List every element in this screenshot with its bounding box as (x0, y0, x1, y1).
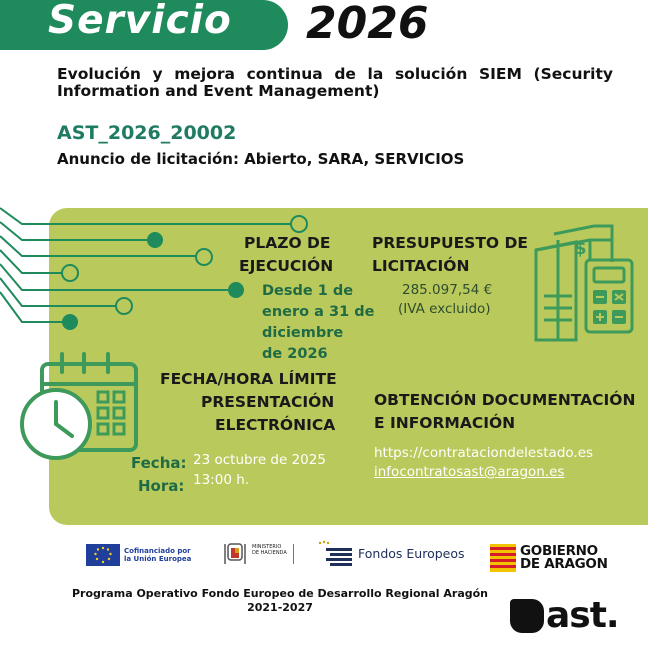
anuncio-text: Anuncio de licitación: Abierto, SARA, SERVICIOS (57, 150, 465, 168)
service-label: Servicio (48, 0, 232, 43)
gobierno-text-1: GOBIERNO (520, 543, 598, 559)
ministerio-logo (222, 540, 294, 568)
hora-label: Hora: (138, 477, 185, 495)
coat-of-arms-icon (222, 540, 248, 568)
ast-logo-mark (510, 599, 544, 633)
fecha-limite-title-2: PRESENTACIÓN (201, 393, 335, 411)
plazo-line-4: de 2026 (262, 346, 328, 362)
aragon-flag-icon (490, 544, 516, 572)
gobierno-text-2: DE ARAGON (520, 556, 608, 572)
eu-logo (86, 544, 191, 566)
documentacion-title-2: E INFORMACIÓN (374, 414, 516, 432)
presupuesto-amount: 285.097,54 € (402, 282, 493, 298)
plazo-line-3: diciembre (262, 325, 344, 341)
fecha-value: 23 octubre de 2025 (193, 452, 326, 468)
svg-text:$: $ (574, 238, 587, 259)
fecha-limite-title-3: ELECTRÓNICA (215, 416, 336, 434)
fondos-europeos-icon (316, 540, 354, 566)
documentacion-email-link[interactable]: infocontratosast@aragon.es (374, 464, 565, 480)
footer-line-2: 2021-2027 (247, 601, 313, 614)
year-label: 2026 (306, 0, 429, 49)
fecha-limite-title-1: FECHA/HORA LÍMITE (160, 370, 337, 388)
eu-text-2: la Unión Europea (124, 555, 192, 563)
plazo-title-2: EJECUCIÓN (239, 257, 334, 275)
ast-logo (510, 595, 619, 636)
footer-program-text (70, 587, 490, 615)
footer-line-1: Programa Operativo Fondo Europeo de Desarrollo Regional Aragón (71, 587, 489, 600)
ministerio-text-1: MINISTERIO (252, 544, 282, 550)
plazo-line-2: enero a 31 de (262, 304, 375, 320)
presupuesto-note: (IVA excluido) (398, 301, 491, 317)
hora-value: 13:00 h. (193, 472, 250, 488)
fondos-europeos-text: Fondos Europeos (358, 545, 465, 561)
calendar-clock-icon (18, 348, 142, 466)
eu-flag-icon (86, 544, 120, 566)
fecha-label: Fecha: (131, 454, 187, 472)
ministerio-text-2: DE HACIENDA (252, 550, 287, 556)
budget-document-icon (528, 220, 636, 346)
contract-description: Evolución y mejora continua de la solución SIEM (Security Information and Event Management) (57, 65, 613, 100)
fondos-europeos-logo (316, 540, 465, 566)
presupuesto-title-2: LICITACIÓN (372, 257, 470, 275)
documentacion-title-1: OBTENCIÓN DOCUMENTACIÓN (374, 391, 636, 409)
eu-text-1: Cofinanciado por (124, 547, 191, 555)
ast-logo-text: ast. (546, 595, 619, 636)
plazo-title-1: PLAZO DE (244, 234, 331, 252)
documentacion-url-link[interactable]: https://contrataciondelestado.es (374, 445, 594, 461)
contract-code: AST_2026_20002 (57, 122, 237, 144)
gobierno-aragon-logo (490, 544, 608, 572)
plazo-line-1: Desde 1 de (262, 283, 354, 299)
presupuesto-title-1: PRESUPUESTO DE (372, 234, 528, 252)
